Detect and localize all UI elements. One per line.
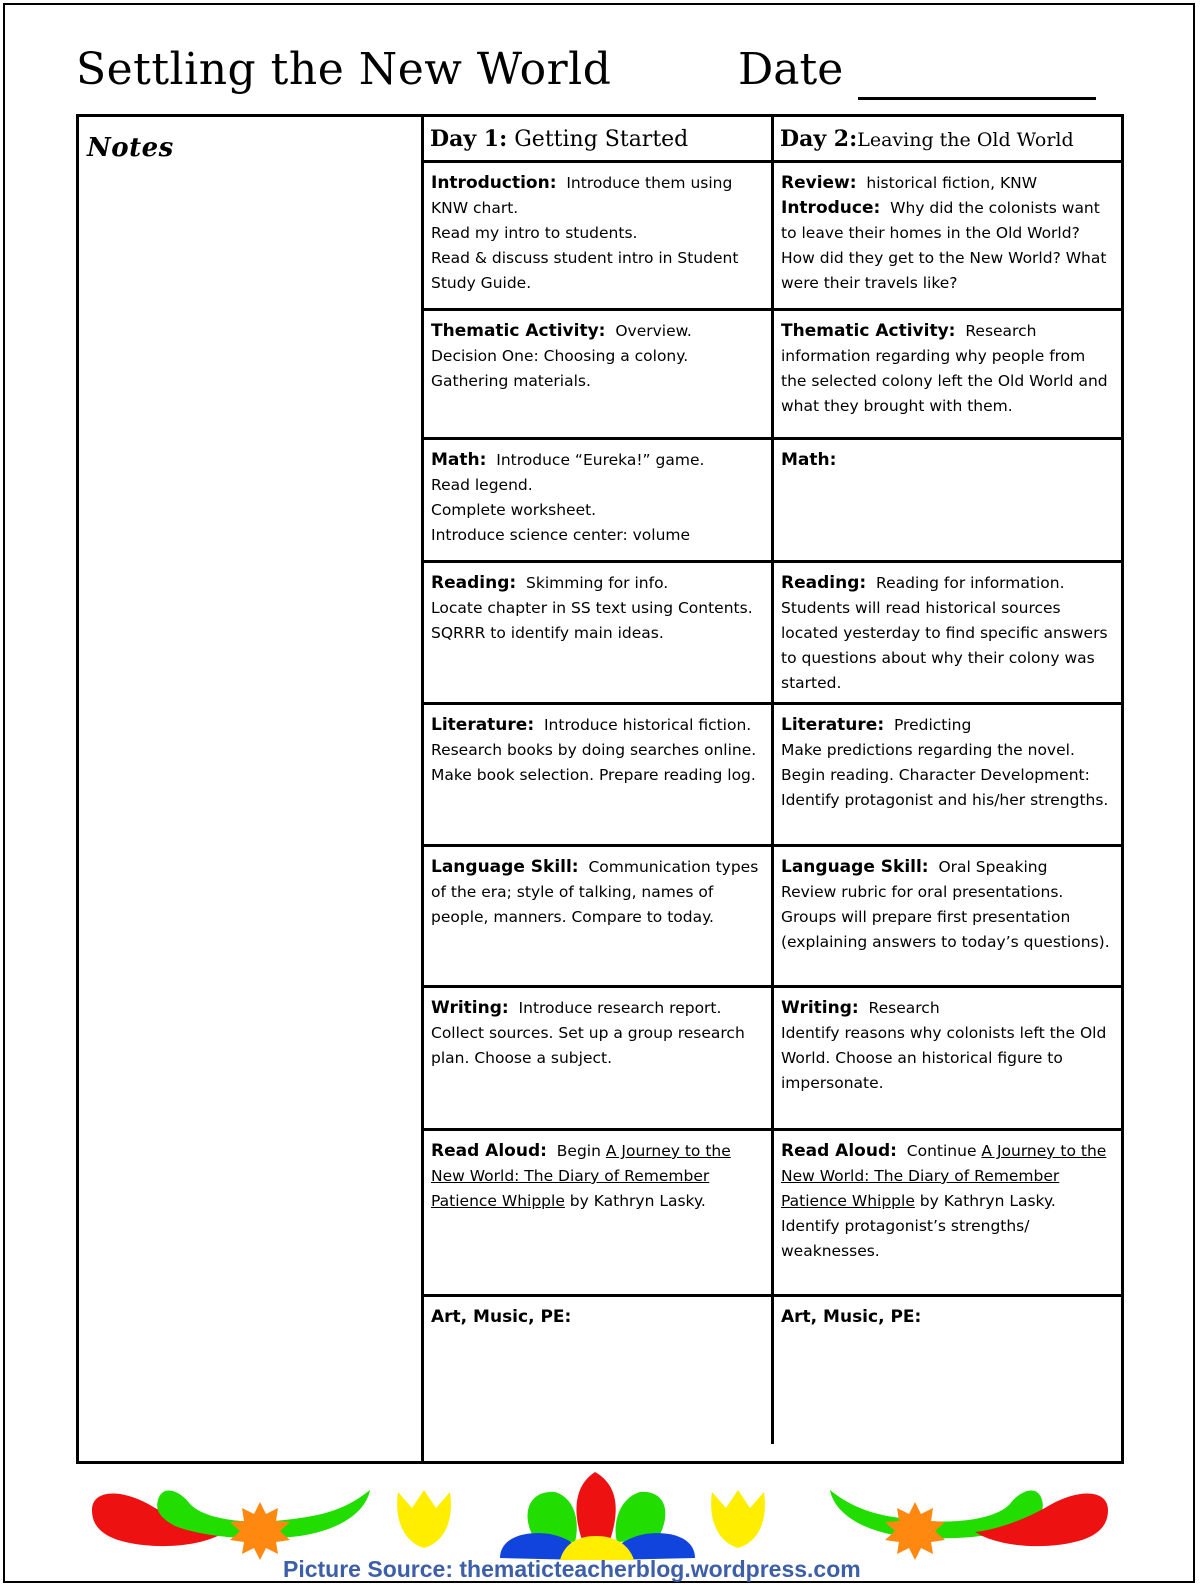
- decorative-border-flowers: [0, 1470, 1200, 1560]
- read-aloud-action: Begin: [556, 1142, 601, 1160]
- section-text: Introduce “Eureka!” game. Read legend. Complete worksheet. Introduce science center: volume: [431, 451, 705, 544]
- read-aloud-action: Continue: [906, 1142, 977, 1160]
- section-text: Predicting Make predictions regarding the novel. Begin reading. Character Development: Identify protagonist and his/her strengths.: [781, 716, 1109, 809]
- day1-cell-row-6: [424, 847, 774, 988]
- notes-column: [79, 117, 424, 1461]
- day2-cell-row-9: [774, 1297, 1121, 1444]
- section-text: Oral Speaking Review rubric for oral presentations. Groups will prepare first presentation (explaining answers to today’s questions).: [781, 858, 1110, 951]
- red-petal-center: [576, 1472, 615, 1540]
- day2-cell-row-2: [774, 311, 1121, 440]
- section-label: Writing:: [781, 998, 859, 1018]
- section-text: Introduce research report. Collect sources. Set up a group research plan. Choose a subject.: [431, 999, 745, 1067]
- section-label: Art, Music, PE:: [781, 1307, 922, 1327]
- day2-cell-row-7: [774, 988, 1121, 1131]
- day2-cell-row-4: [774, 563, 1121, 705]
- section-text: Research Identify reasons why colonists left the Old World. Choose an historical figure to impersonate.: [781, 999, 1107, 1092]
- page-title: Settling the New World: [76, 44, 612, 95]
- section-text: Reading for information. Students will read historical sources located yesterday to find specific answers to questions about why their colony was started.: [781, 574, 1108, 692]
- section-label: Introduce:: [781, 198, 881, 218]
- day1-cell-row-2: [424, 311, 774, 440]
- day2-cell-row-3: [774, 440, 1121, 563]
- book-title: A Journey to the New World: The Diary of Remember Patience Whipple: [781, 1142, 1107, 1210]
- notes-label: Notes: [87, 133, 174, 163]
- section-label: Read Aloud:: [781, 1141, 897, 1161]
- yellow-tulip-left: [397, 1490, 451, 1548]
- book-author: by Kathryn Lasky. Identify protagonist’s strengths/ weaknesses.: [781, 1192, 1056, 1260]
- book-author: by Kathryn Lasky.: [569, 1192, 706, 1210]
- section-label: Literature:: [781, 715, 885, 735]
- section-label: Literature:: [431, 715, 535, 735]
- day2-header: [774, 117, 1121, 163]
- day1-cell-row-1: [424, 163, 774, 311]
- section-label: Introduction:: [431, 173, 557, 193]
- day2-title: Day 2:: [780, 126, 858, 152]
- day1-cell-row-7: [424, 988, 774, 1131]
- section-label: Reading:: [431, 573, 517, 593]
- day1-cell-row-9: [424, 1297, 774, 1444]
- section-text: Introduce historical fiction. Research books by doing searches online. Make book selection. Prepare reading log.: [431, 716, 757, 784]
- section-label: Thematic Activity:: [431, 321, 606, 341]
- section-text: Communication types of the era; style of talking, names of people, manners. Compare to today.: [431, 858, 759, 926]
- section-label: Math:: [781, 450, 837, 470]
- section-text: Overview. Decision One: Choosing a colony. Gathering materials.: [431, 322, 692, 390]
- section-text: historical fiction, KNW: [866, 174, 1038, 192]
- section-text: Skimming for info. Locate chapter in SS text using Contents. SQRRR to identify main ideas.: [431, 574, 753, 642]
- day2-cell-row-6: [774, 847, 1121, 988]
- day1-header: [424, 117, 774, 163]
- day2-cell-row-1: [774, 163, 1121, 311]
- section-label: Math:: [431, 450, 487, 470]
- planner-table: [76, 114, 1124, 1464]
- day2-cell-row-5: [774, 705, 1121, 847]
- day1-cell-row-3: [424, 440, 774, 563]
- section-text: Research information regarding why people from the selected colony left the Old World and what they brought with them.: [781, 322, 1108, 415]
- section-label: Review:: [781, 173, 857, 193]
- section-label: Thematic Activity:: [781, 321, 956, 341]
- section-label: Reading:: [781, 573, 867, 593]
- day1-subtitle: Getting Started: [514, 127, 689, 152]
- section-label: Language Skill:: [781, 857, 929, 877]
- day1-title: Day 1:: [430, 126, 508, 152]
- date-blank-line: [858, 97, 1096, 100]
- section-text: Introduce them using KNW chart. Read my intro to students. Read & discuss student intro in Student Study Guide.: [431, 174, 739, 292]
- picture-source-caption: Picture Source: thematicteacherblog.wordpress.com: [283, 1556, 861, 1582]
- day1-cell-row-8: [424, 1131, 774, 1297]
- section-label: Art, Music, PE:: [431, 1307, 572, 1327]
- section-text: Why did the colonists want to leave their homes in the Old World? How did they get to the New World? What were their travels like?: [781, 199, 1107, 292]
- day1-cell-row-5: [424, 705, 774, 847]
- section-label: Language Skill:: [431, 857, 579, 877]
- section-label: Read Aloud:: [431, 1141, 547, 1161]
- date-label: Date: [738, 44, 844, 95]
- day2-subtitle: Leaving the Old World: [857, 129, 1074, 151]
- book-title: A Journey to the New World: The Diary of Remember Patience Whipple: [431, 1142, 731, 1210]
- section-label: Writing:: [431, 998, 509, 1018]
- day2-cell-row-8: [774, 1131, 1121, 1297]
- day1-cell-row-4: [424, 563, 774, 705]
- yellow-tulip-right: [711, 1490, 765, 1548]
